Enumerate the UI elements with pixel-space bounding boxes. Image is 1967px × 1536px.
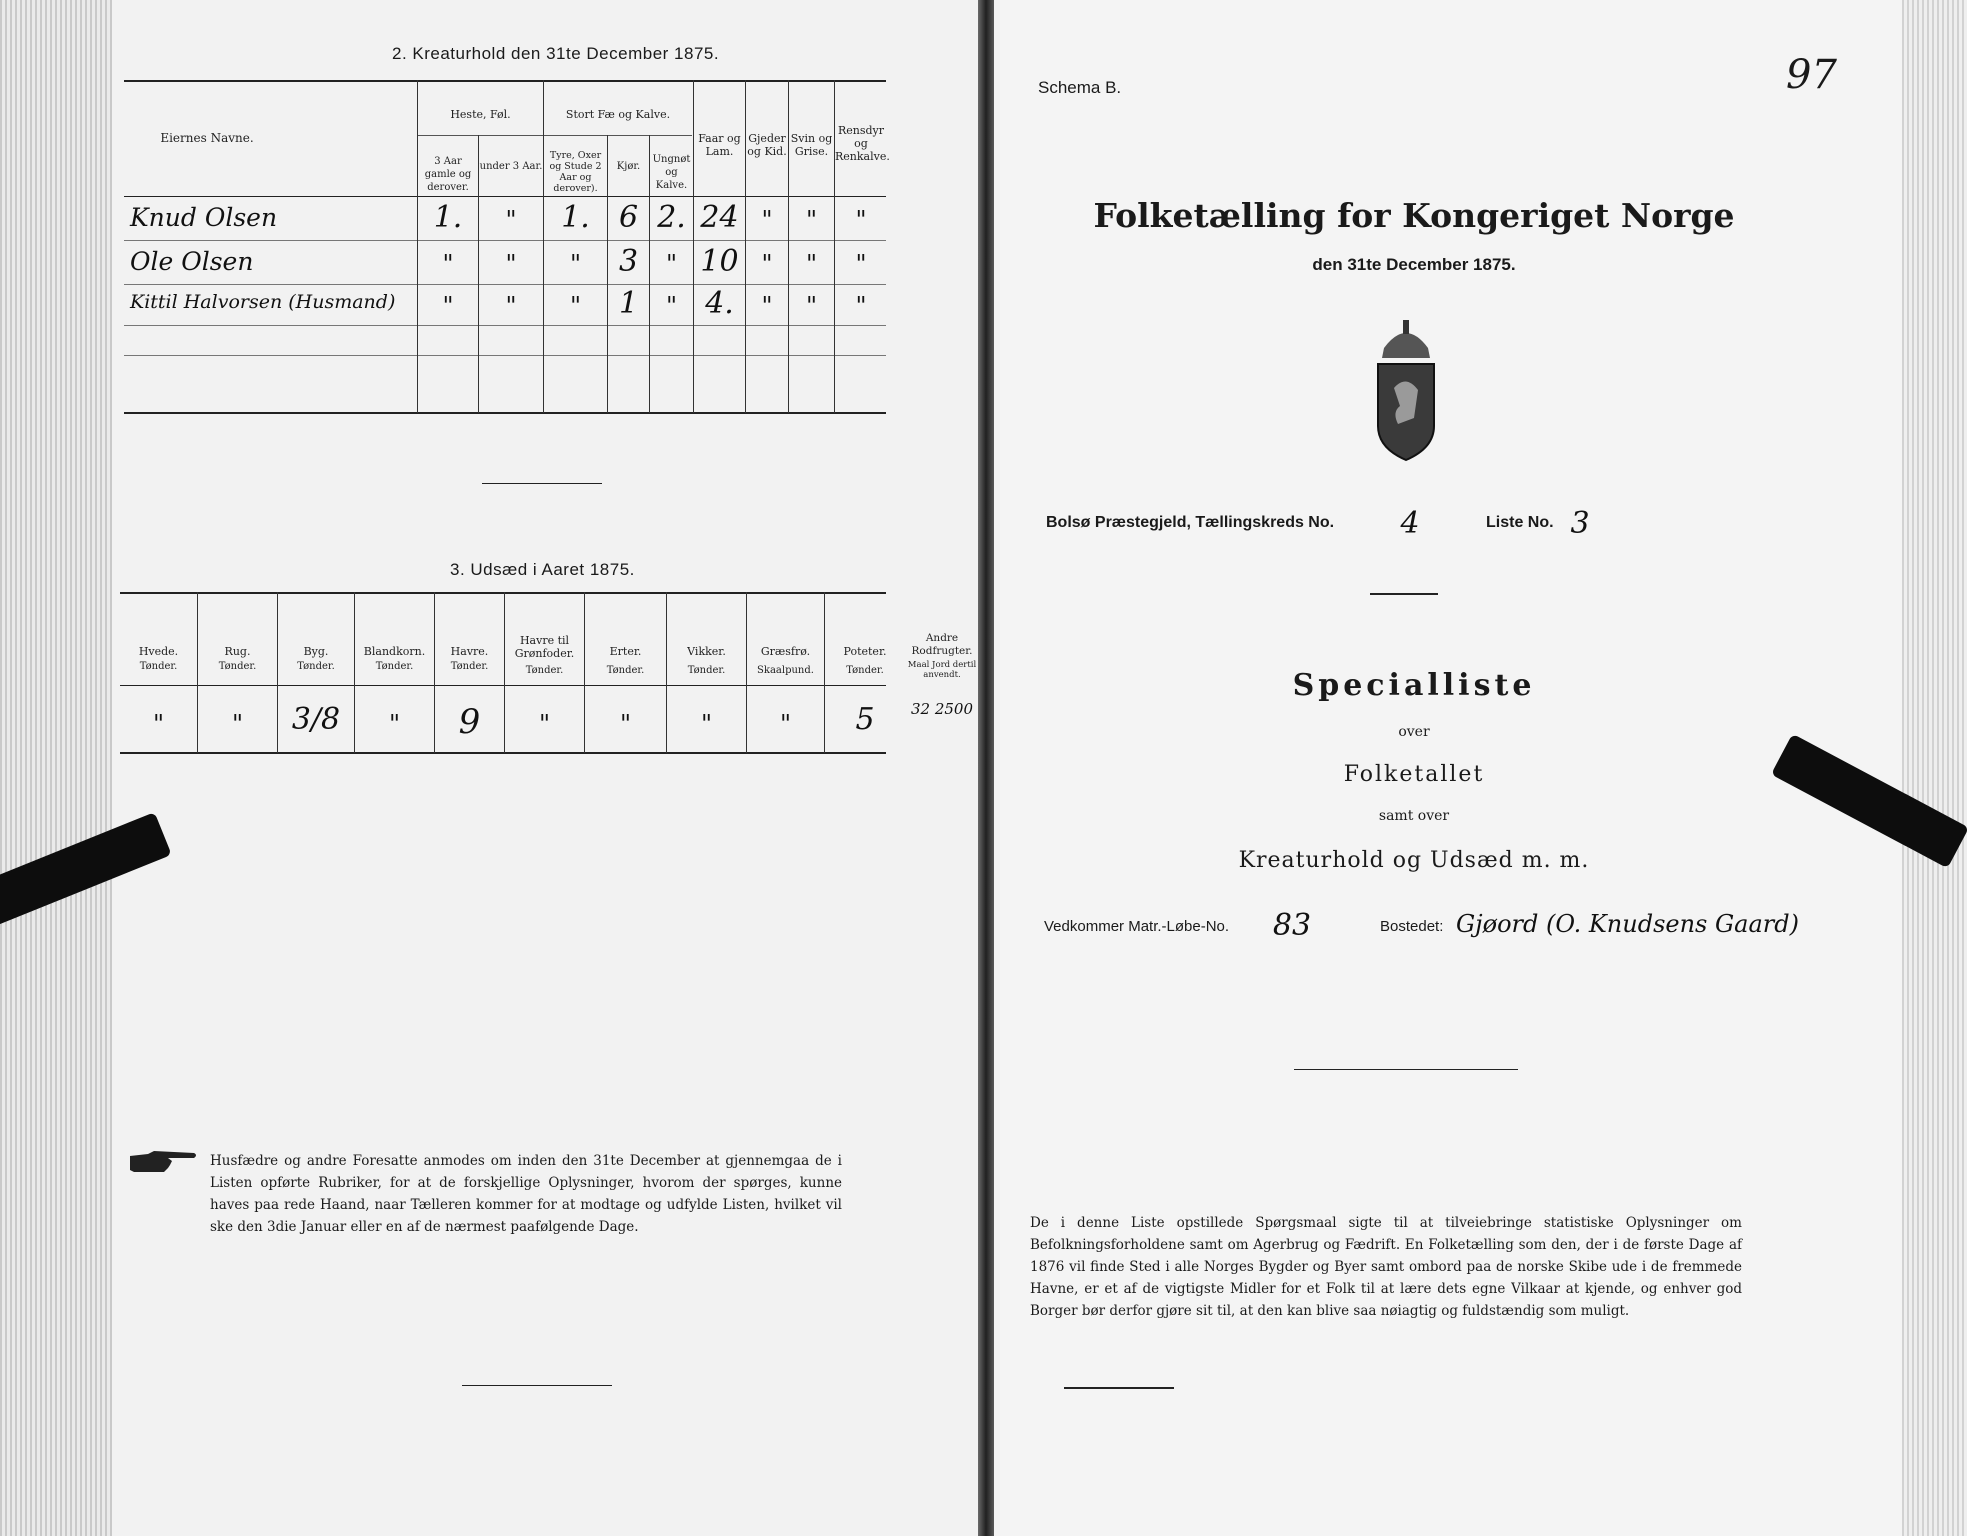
header-owner: Eiernes Navne. <box>160 131 254 145</box>
householder-notice: Husfædre og andre Foresatte anmodes om inden den 31te December at gjennemgaa de i Listen opførte Rubriker, for at de forskjellige Oplysninger, hvorom der spørges, kunne haves paa rede Haand, naar Tælleren kommer for at modtage og udfylde Listen, hvilket vil ske den 3die Januar eller en af de nærmest paafølgende Dage. <box>210 1153 842 1235</box>
header-cattle-cows: Kjør. <box>616 161 641 172</box>
cell: " <box>505 206 517 234</box>
cell: 4. <box>705 286 734 321</box>
cell: 2. <box>657 200 686 235</box>
header-goats: Gjeder og Kid. <box>747 132 787 158</box>
cell: " <box>505 292 517 320</box>
cell: " <box>855 250 867 278</box>
cell: " <box>761 206 773 234</box>
sow-header: Erter. <box>609 645 642 658</box>
sow-value: 9 <box>458 702 481 742</box>
cell: " <box>805 292 818 320</box>
header-sheep: Faar og Lam. <box>698 132 741 158</box>
cell: 1 <box>618 286 639 321</box>
sow-unit: Maal Jord dertil anvendt. <box>907 660 977 680</box>
cell: " <box>761 250 773 278</box>
sow-unit: Tønder. <box>450 661 489 672</box>
cell: " <box>665 292 678 320</box>
census-title: Folketælling for Kongeriget Norge <box>1093 196 1735 235</box>
sow-header: Blandkorn. <box>363 645 426 658</box>
header-cattle-young: Ungnøt og Kalve. <box>652 154 691 191</box>
sow-value: " <box>538 710 551 738</box>
owner-name: Ole Olsen <box>130 247 254 276</box>
sow-value: " <box>388 710 401 738</box>
sow-value: 5 <box>855 702 875 737</box>
header-pigs: Svin og Grise. <box>790 132 833 158</box>
header-reindeer: Rensdyr og Renkalve. <box>835 124 890 163</box>
owner-name: Knud Olsen <box>130 203 278 232</box>
cell: " <box>761 292 773 320</box>
sow-value: " <box>700 710 713 738</box>
cell: 6 <box>618 200 639 235</box>
sow-value: " <box>619 710 632 738</box>
over-text: over <box>1398 724 1430 740</box>
header-cattle: Stort Fæ og Kalve. <box>565 108 671 121</box>
census-explanation: De i denne Liste opstillede Spørgsmaal sigte til at tilveiebringe statistiske Oplysninger om Befolkningsforholdene samt om Agerbrug og Fædrift. En Folketælling som den, der i de første Dage af 1876 vil finde Sted i alle Norges Bygder og Byer samt ombord paa de norske Skibe ude i de fremmede Havne, er et af de vigtigste Midler for et Folk til at lære dets egne Vilkaar at kjende, og enhver god Borger bør derfor gjøre sit til, at den kan blive saa nøiagtig og fuldstændig som muligt. <box>1030 1215 1742 1319</box>
coat-of-arms-icon <box>1370 318 1442 464</box>
cell: " <box>569 250 582 278</box>
sow-header: Poteter. <box>843 645 887 658</box>
bostedet-value: Gjøord (O. Knudsens Gaard) <box>1456 910 1799 938</box>
cell: 10 <box>700 244 739 279</box>
list-number: 3 <box>1570 506 1590 541</box>
kreaturhold-heading: Kreaturhold og Udsæd m. m. <box>1238 848 1590 873</box>
matr-number: 83 <box>1272 908 1312 943</box>
header-horses-under3: under 3 Aar. <box>479 161 543 172</box>
district-number: 4 <box>1400 506 1420 541</box>
cell: " <box>442 292 454 320</box>
sow-value: " <box>231 710 244 738</box>
cell: " <box>805 206 818 234</box>
left-page <box>112 0 978 1536</box>
cell: " <box>665 250 678 278</box>
sow-header: Græsfrø. <box>760 645 811 658</box>
sow-header: Hvede. <box>138 645 179 658</box>
sow-unit: Tønder. <box>375 661 414 672</box>
cell: 3 <box>618 244 639 279</box>
sow-header: Andre Rodfrugter. <box>911 632 973 657</box>
samt-over-text: samt over <box>1378 808 1450 824</box>
cell: 1. <box>561 200 590 235</box>
cell: " <box>569 292 582 320</box>
right-page-edges <box>1902 0 1967 1536</box>
sow-unit: Tønder. <box>606 665 645 676</box>
sow-unit: Tønder. <box>139 661 178 672</box>
sow-value: " <box>152 710 165 738</box>
specialliste-heading: Specialliste <box>1292 668 1536 703</box>
parish-name: Bolsø <box>1046 514 1091 531</box>
sow-unit: Tønder. <box>218 661 257 672</box>
sow-header: Rug. <box>224 645 251 658</box>
sow-value: 32 2500 <box>910 700 974 718</box>
sow-value: " <box>779 710 792 738</box>
owner-name: Kittil Halvorsen (Husmand) <box>130 291 396 313</box>
sow-unit: Tønder. <box>525 665 564 676</box>
cell: " <box>805 250 818 278</box>
cell: 1. <box>433 200 463 235</box>
cell: " <box>442 250 454 278</box>
pointing-hand-icon <box>128 1148 200 1176</box>
left-page-edges <box>0 0 125 1536</box>
sow-header: Havre. <box>450 645 489 658</box>
list-label: Liste No. <box>1486 514 1554 531</box>
sow-unit: Tønder. <box>687 665 726 676</box>
sow-unit: Skaalpund. <box>757 665 814 676</box>
header-horses-3plus: 3 Aar gamle og derover. <box>424 156 472 193</box>
sow-unit: Tønder. <box>846 665 884 676</box>
bostedet-label: Bostedet: <box>1380 918 1444 935</box>
sow-value: 3/8 <box>291 702 341 737</box>
schema-label: Schema B. <box>1038 78 1122 97</box>
parish-label: Præstegjeld, Tællingskreds No. <box>1094 514 1335 531</box>
section2-title: 2. Kreaturhold den 31te December 1875. <box>392 44 720 63</box>
header-horses: Heste, Føl. <box>450 108 511 121</box>
page-number: 97 <box>1786 52 1837 98</box>
folketallet-heading: Folketallet <box>1343 762 1485 787</box>
matr-label: Vedkommer Matr.-Løbe-No. <box>1044 918 1230 935</box>
census-date: den 31te December 1875. <box>1312 255 1516 274</box>
sow-header: Byg. <box>303 645 329 658</box>
right-page <box>994 0 1902 1536</box>
book-gutter <box>978 0 994 1536</box>
sow-header: Vikker. <box>687 645 726 658</box>
cell: " <box>855 292 867 320</box>
cell: " <box>505 250 517 278</box>
sow-header: Havre til Grønfoder. <box>514 634 575 660</box>
header-cattle-bulls: Tyre, Oxer og Stude 2 Aar og derover). <box>549 150 602 194</box>
cell: 24 <box>700 200 739 235</box>
sow-unit: Tønder. <box>297 661 335 672</box>
section3-title: 3. Udsæd i Aaret 1875. <box>450 560 635 579</box>
cell: " <box>855 206 867 234</box>
